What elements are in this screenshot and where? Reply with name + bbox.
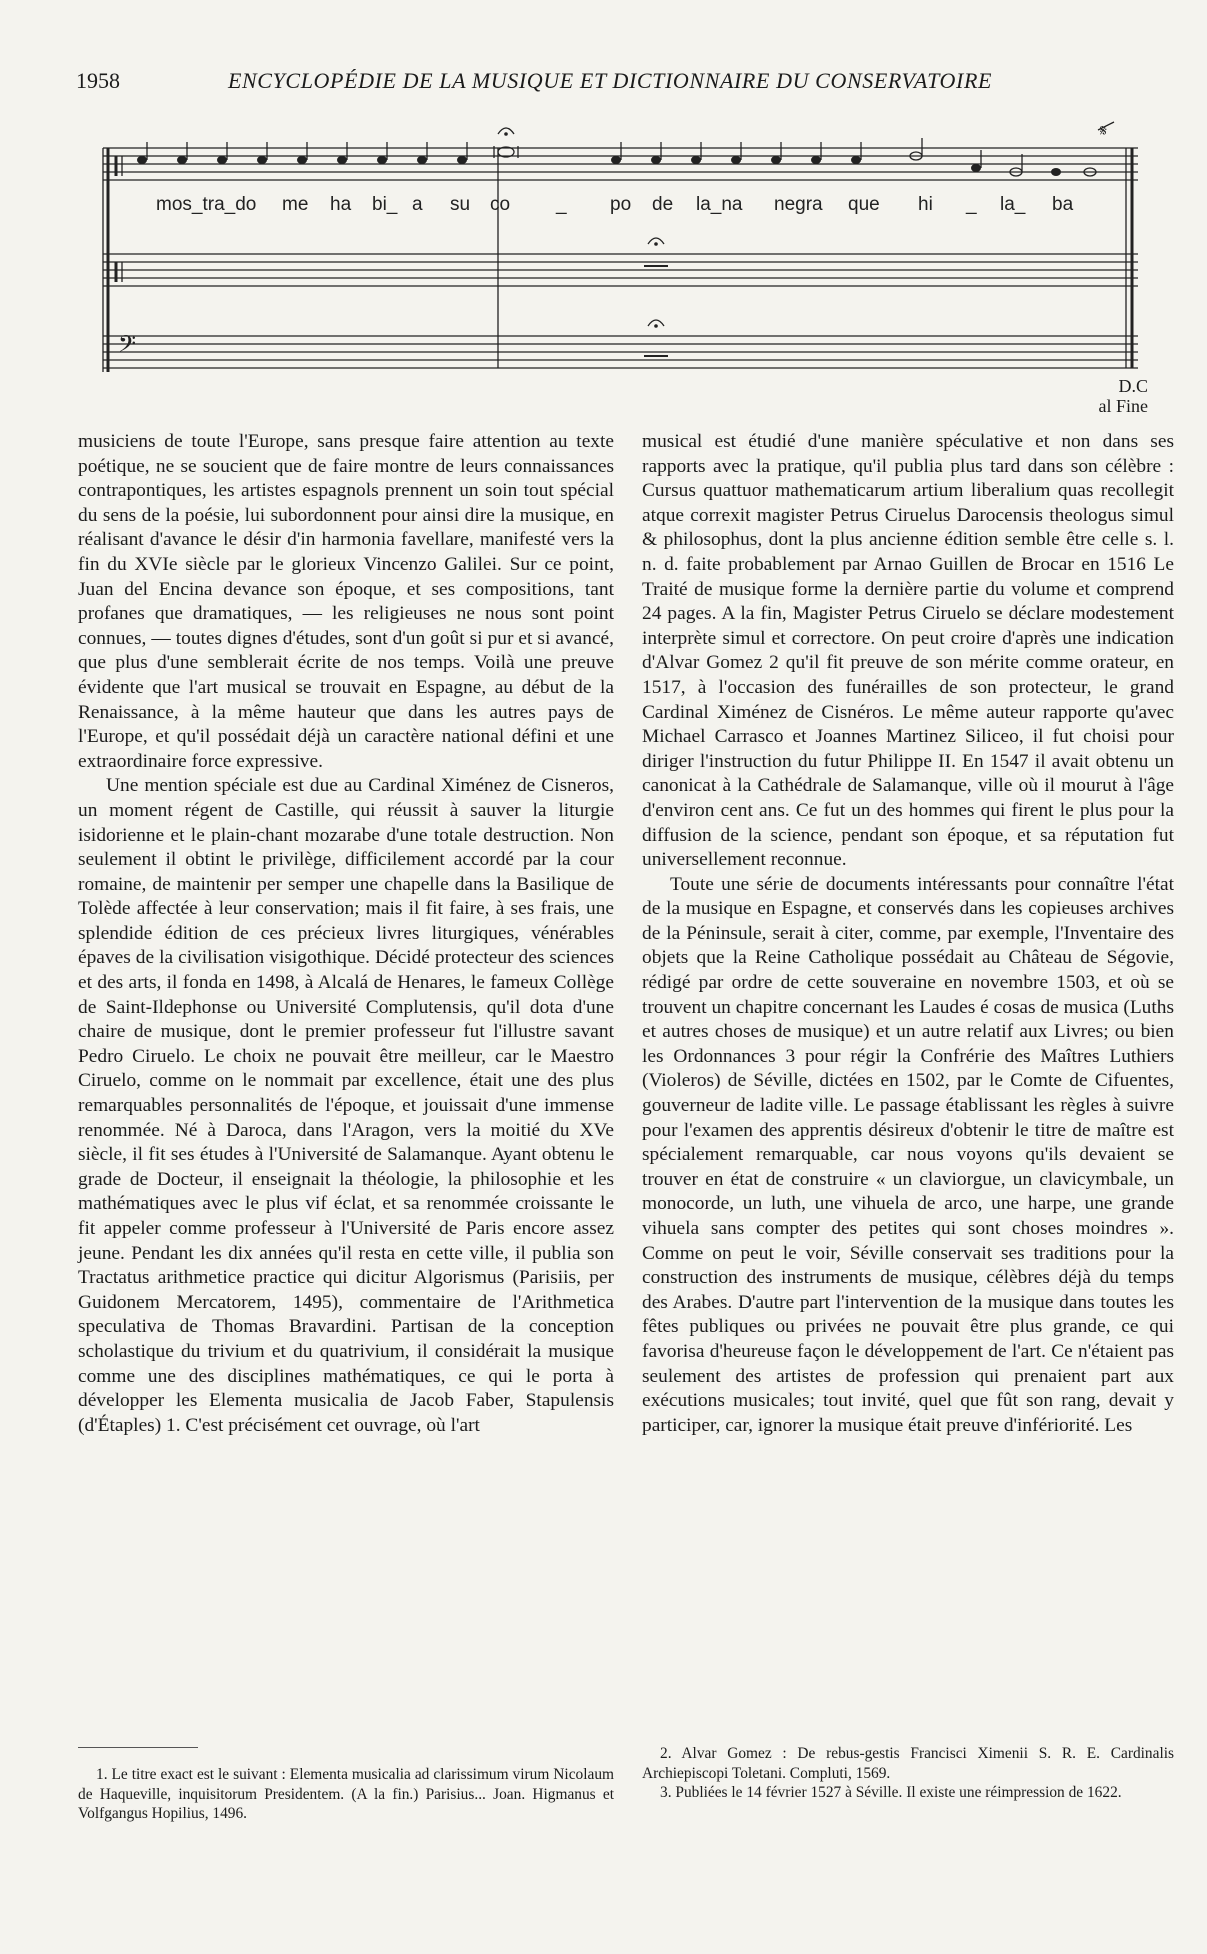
paragraph: musiciens de toute l'Europe, sans presque faire attention au texte poétique, ne se soucient que de faire montre de leurs connaissances contrapontiques, les artistes espagnols prennent un soin tout spécial du sens de la poésie, lui subordonnent pour ainsi dire la musique, en réalisant d'avance le désir d'in harmonia favellare, manifesté vers la fin du XVIe siècle par le glorieux Vincenzo Galilei. Sur ce point, Juan del Encina devance son époque, et ses compositions, tant profanes que dramatiques, — les religieuses ne nous sont point connues, — toutes dignes d'études, sont d'un goût si pur et si avancé, que plus d'une semblerait écrite de nos temps. Voilà une preuve évidente que l'art musical se trouvait en Espagne, au début de la Renaissance, à la même hauteur que dans les autres pays de l'Europe, et qu'il possédait déjà un caractère national défini et une extraordinaire force expressive. xyxy=(78,431,614,772)
lyrics xyxy=(156,194,1074,215)
score-staves xyxy=(96,120,1150,380)
lyric: po xyxy=(610,194,632,215)
staff-2 xyxy=(103,254,1138,286)
lyric: mos_tra_do xyxy=(156,194,257,215)
dc-line-1: D.C xyxy=(1118,376,1148,396)
left-column xyxy=(78,430,614,1438)
lyric: su xyxy=(450,194,471,215)
footnote: 1. Le titre exact est le suivant : Elementa musicalia ad clarissimum virum Nicolaum de Haqueville, inquisitorum Presidentem. (A la fin.) Parisius... Joan. Higmanus et Volfgangus Hopilius, 1496. xyxy=(78,1766,614,1822)
footnote: 2. Alvar Gomez : De rebus-gestis Francisci Ximenii S. R. E. Cardinalis Archiepiscopi Toletani. Compluti, 1569. xyxy=(642,1745,1174,1782)
lyric: de xyxy=(652,194,674,215)
footnote-divider xyxy=(78,1747,198,1748)
svg-text:𝄋: 𝄋 xyxy=(1100,121,1107,140)
footnotes-right xyxy=(642,1744,1174,1803)
staff-3 xyxy=(103,336,1138,368)
lyric: me xyxy=(282,194,309,215)
running-header xyxy=(76,68,1024,104)
running-title: ENCYCLOPÉDIE DE LA MUSIQUE ET DICTIONNAIRE DU CONSERVATOIRE xyxy=(228,68,993,93)
music-score xyxy=(96,120,1150,420)
paragraph: Une mention spéciale est due au Cardinal Ximénez de Cisneros, un moment régent de Castille, qui réussit à sauver la liturgie isidorienne et le plain-chant mozarabe d'une totale destruction. Non seulement il obtint le privilège, difficilement accordé par la cour romaine, de maintenir per semper une chapelle dans la Basilique de Tolède affectée à leur conservation; mais il fit faire, à ses frais, une splendide édition de ces précieux livres liturgiques, vénérables épaves de la civilisation visigothique. Décidé protecteur des sciences et des arts, il fonda en 1498, à Alcalá de Henares, le fameux Collège de Saint-Ildephonse ou Université Complutensis, qu'il dota d'une chaire de musique, dont le premier professeur fut l'illustre savant Pedro Ciruelo. Le choix ne pouvait être meilleur, car le Maestro Ciruelo, comme on le nommait par excellence, était une des plus remarquables personnalités de l'époque, et jouissait d'une immense renommée. Né à Daroca, dans l'Aragon, vers la moitié du XVe siècle, il fit ses études à l'Université de Salamanque. Ayant obtenu le grade de Docteur, il enseignait la théologie, la philosophie et les mathématiques avec le plus vif éclat, et sa renommée croissante le fit appeler comme professeur à l'Université de Paris encore assez jeune. Pendant les dix années qu'il resta en cette ville, il publia son Tractatus arithmetice practice qui dicitur Algorismus (Parisiis, per Guidonem Mercatorem, 1495), commentaire de l'Arithmetica speculativa de Thomas Bravardini. Partisan de la conception scholastique du trivium et du quatrivium, il considérait la musique comme une des disciplines mathématiques, ce qui le porta à développer les Elementa musicalia de Jacob Faber, Stapulensis (d'Étaples) 1. C'est précisément cet ouvrage, où l'art xyxy=(78,775,614,1436)
lyric: ha xyxy=(330,194,352,215)
lyric: bi_ xyxy=(372,194,398,215)
paragraph: musical est étudié d'une manière spéculative et non dans ses rapports avec la pratique, qu'il publia plus tard dans son célèbre : Cursus quattuor mathematicarum artium liberalium quas recollegit atque correxit magister Petrus Ciruelus Darocensis theologus simul & philosophus, dont la plus ancienne édition semble être celle s. l. n. d. faite probablement par Arnao Guillen de Brocar en 1516 Le Traité de musique forme la dernière partie du volume et comprend 24 pages. A la fin, Magister Petrus Ciruelo se déclare modestement interprète simul et correctore. On peut croire d'après une indication d'Alvar Gomez 2 qu'il fit preuve de son mérite comme orateur, en 1517, à l'occasion des funérailles de son protecteur, le grand Cardinal Ximénez de Cisnéros. Le même auteur rapporte qu'avec Michael Carrasco et Joannes Martinez Siliceo, il fut choisi pour diriger l'instruction du futur Philippe II. En 1547 il avait obtenu un canonicat à la Cathédrale de Salamanque, ville où il mourut à l'âge d'environ cent ans. Ce fut un des hommes qui firent le plus pour la diffusion de la science, pendant son époque, et sa réputation fut universellement reconnue. xyxy=(642,431,1174,871)
lyric: a xyxy=(412,194,423,215)
da-capo-marking xyxy=(1068,376,1148,416)
lyric: ba xyxy=(1052,194,1074,215)
footnote: 3. Publiées le 14 février 1527 à Séville. Il existe une réimpression de 1622. xyxy=(660,1784,1122,1801)
lyric: que xyxy=(848,194,880,215)
dc-line-2: al Fine xyxy=(1098,396,1148,416)
lyric: negra xyxy=(774,194,823,215)
page-number: 1958 xyxy=(76,68,120,93)
lyric: la_ xyxy=(1000,194,1026,215)
paragraph: Toute une série de documents intéressants pour connaître l'état de la musique en Espagne, et conservés dans les copieuses archives de la Péninsule, serait à citer, comme, par exemple, l'Inventaire des objets que la Reine Catholique possédait au Château de Ségovie, rédigé par ordre de cette souveraine en novembre 1503, et où se trouvent un chapitre concernant les Laudes é cosas de musica (Luths et autres choses de musique) et un autre relatif aux Livres; ou bien les Ordonnances 3 pour régir la Confrérie des Maîtres Luthiers (Violeros) de Séville, dictées en 1502, par le Comte de Cifuentes, gouverneur de ladite ville. Le passage établissant les règles à suivre pour l'examen des apprentis désireux d'obtenir le titre de maître est spécialement remarquable, car nous voyons qu'ils devaient se trouver en état de construire « un claviorgue, un clavicymbale, un monocorde, un luth, une vihuela de arco, une harpe, une grande vihuela sans compter des petites qui sont choses moindres ». Comme on peut le voir, Séville conservait ses traditions pour la construction des instruments de musique, célèbres déjà du temps des Arabes. D'autre part l'intervention de la musique dans toutes les fêtes publiques ou privées ne pouvait être plus grande, ce qui favorisa d'heureuse façon le développement de l'art. Ce n'étaient pas seulement des artistes de profession qui prenaient part aux exécutions musicales; tout invité, quel que fût son rang, devait y participer, car, ignorer la musique était preuve d'infériorité. Les xyxy=(642,873,1174,1436)
lyric: la_na xyxy=(696,194,743,215)
lyric: _ xyxy=(966,194,977,215)
footnotes-left xyxy=(78,1765,614,1824)
lyric: hi xyxy=(918,194,933,215)
right-column xyxy=(642,430,1174,1438)
lyric: co xyxy=(490,194,511,215)
lyric: _ xyxy=(556,194,567,215)
svg-text:𝄢: 𝄢 xyxy=(118,330,137,363)
